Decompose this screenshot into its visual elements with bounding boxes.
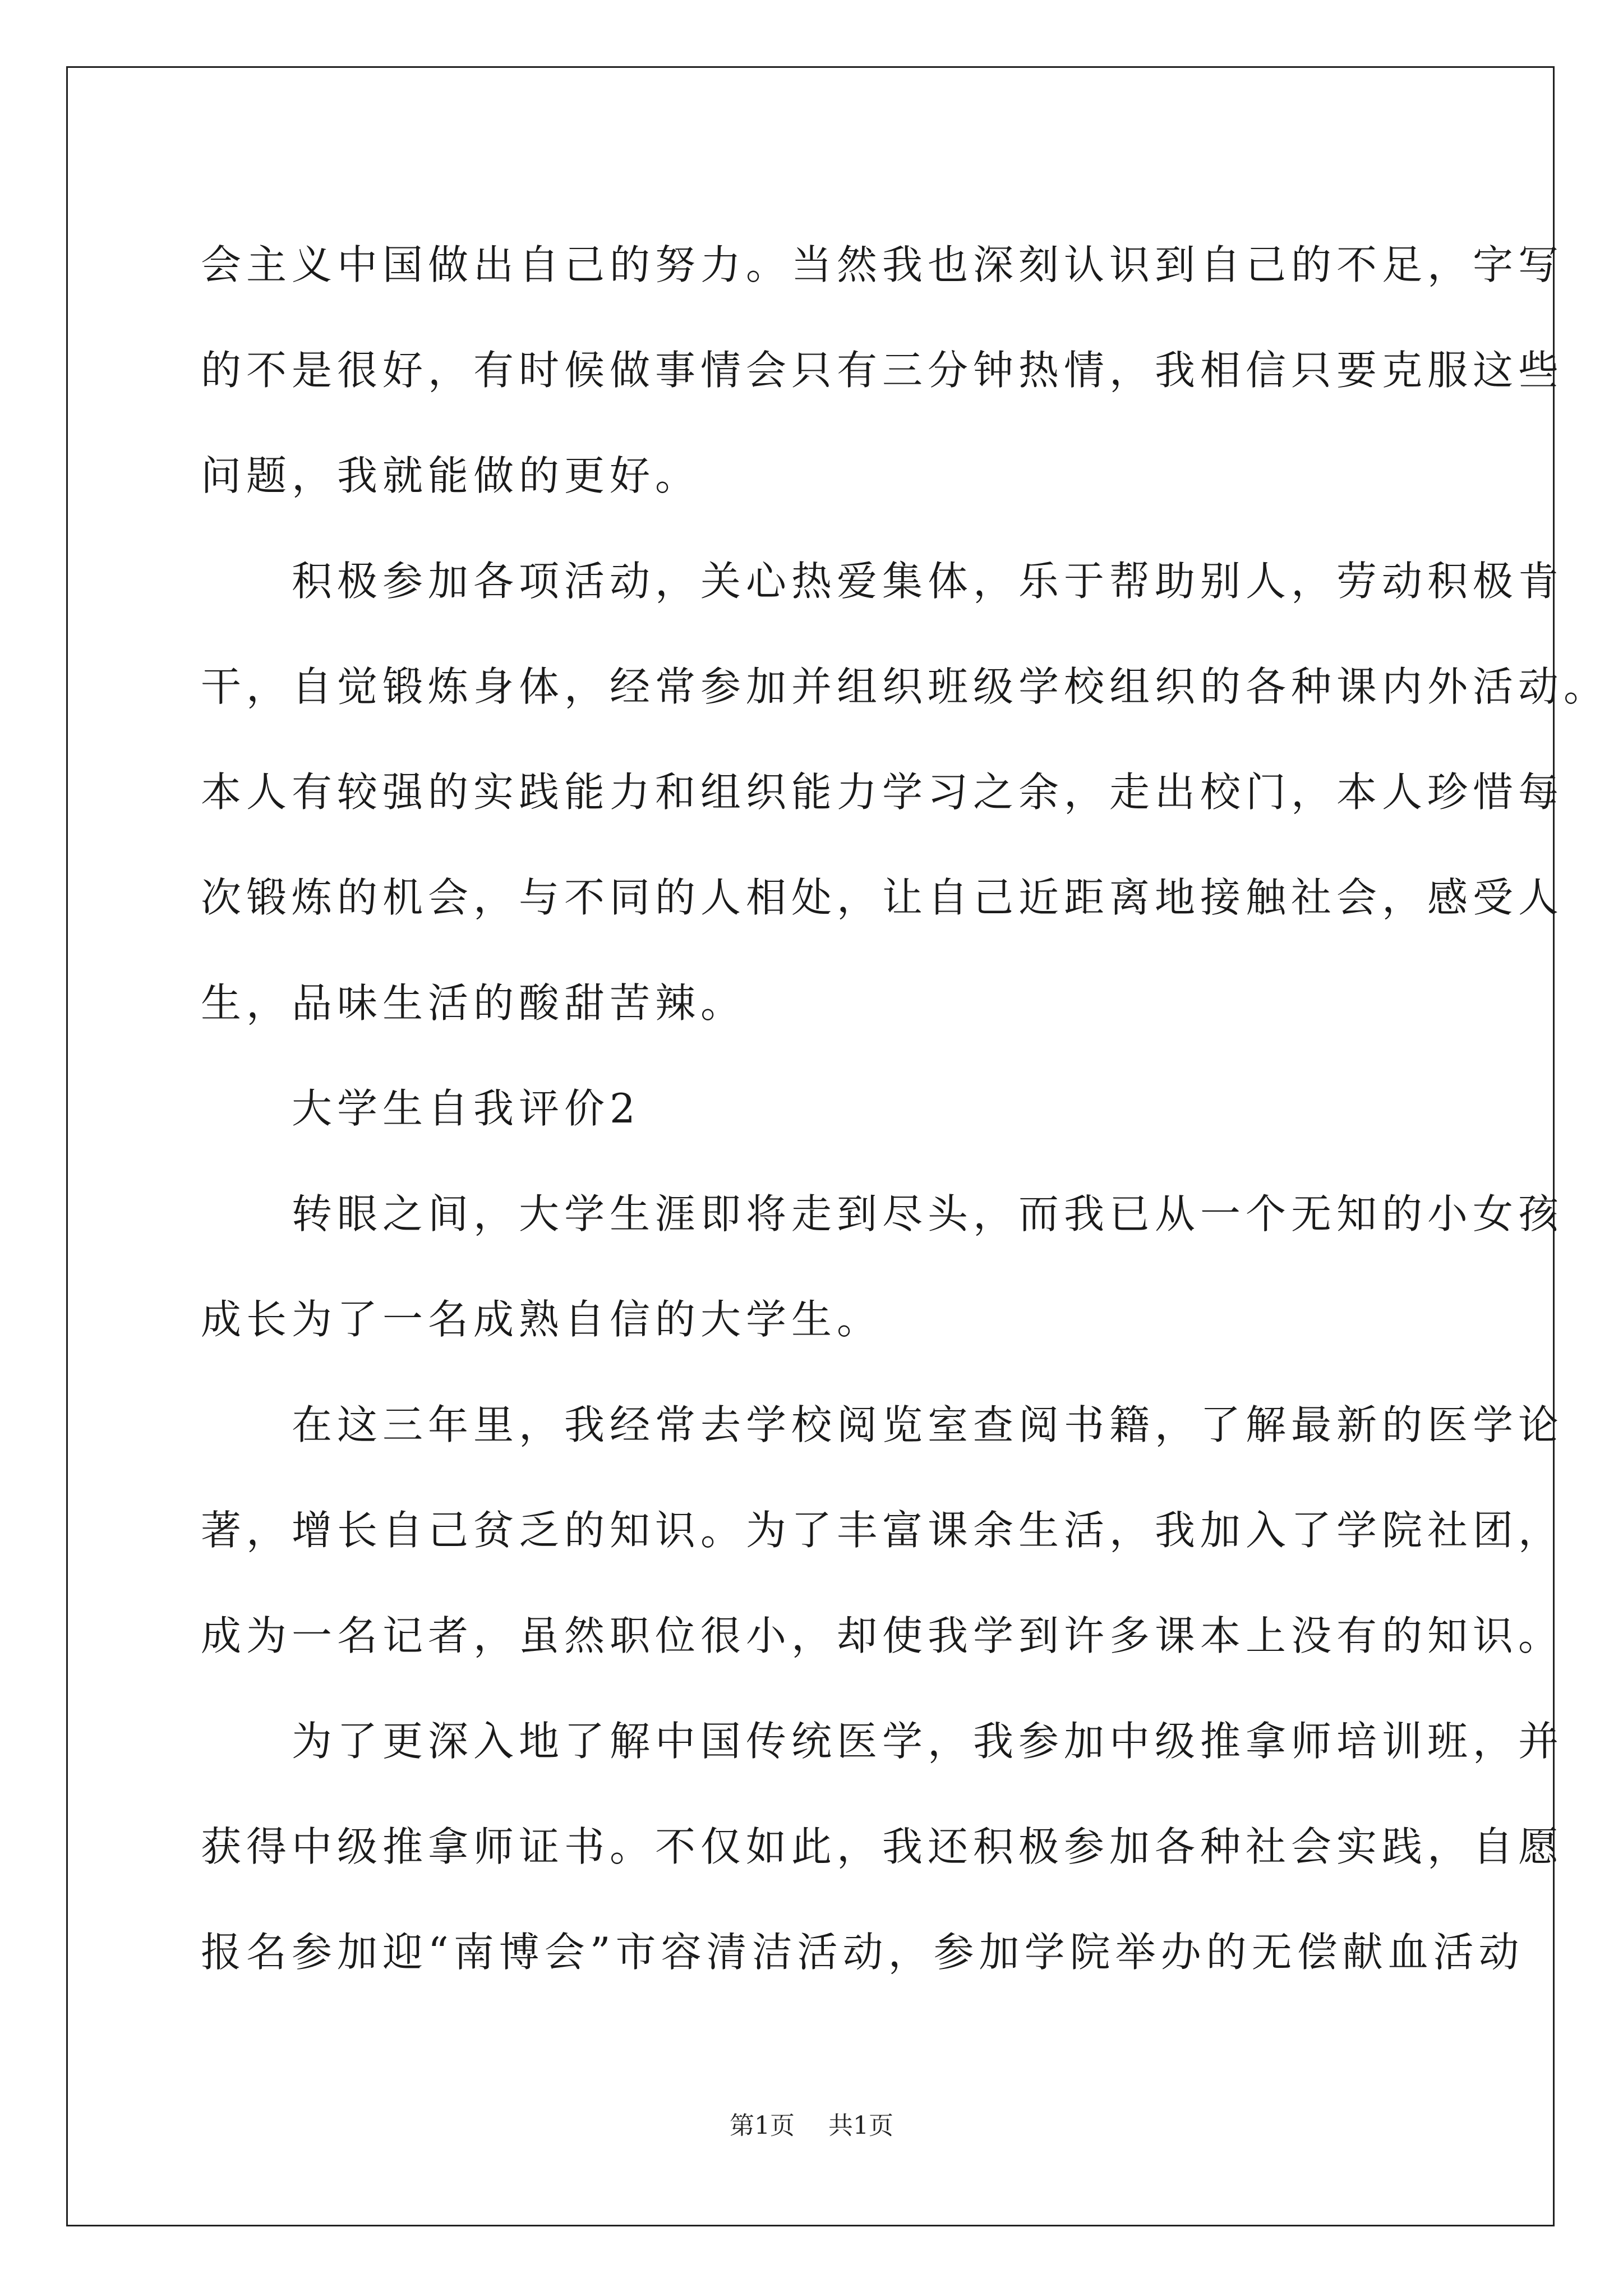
text-line: 在这三年里，我经常去学校阅览室查阅书籍，了解最新的医学论 — [201, 1401, 1564, 1448]
page-number: 第1页 — [730, 2111, 795, 2140]
text-line: 会主义中国做出自己的努力。当然我也深刻认识到自己的不足，字写 — [201, 241, 1564, 288]
page-footer — [0, 2105, 1623, 2141]
text-line: 生，品味生活的酸甜苦辣。 — [201, 979, 746, 1027]
text-line: 积极参加各项活动，关心热爱集体，乐于帮助别人，劳动积极肯 — [201, 558, 1564, 605]
text-line: 次锻炼的机会，与不同的人相处，让自己近距离地接触社会，感受人 — [201, 874, 1564, 921]
document-body — [201, 212, 1610, 2005]
page-total: 共1页 — [828, 2111, 893, 2140]
text-line: 获得中级推拿师证书。不仅如此，我还积极参加各种社会实践，自愿 — [201, 1823, 1564, 1870]
text-line: 问题，我就能做的更好。 — [201, 452, 701, 499]
text-line: 为了更深入地了解中国传统医学，我参加中级推拿师培训班，并 — [201, 1718, 1564, 1765]
text-line: 著，增长自己贫乏的知识。为了丰富课余生活，我加入了学院社团， — [201, 1507, 1564, 1554]
section-heading: 大学生自我评价2 — [201, 1085, 640, 1132]
text-line: 报名参加迎“南博会”市容清洁活动，参加学院举办的无偿献血活动 — [201, 1929, 1524, 1976]
text-line: 转眼之间，大学生涯即将走到尽头，而我已从一个无知的小女孩 — [201, 1190, 1564, 1237]
text-line: 成为一名记者，虽然职位很小，却使我学到许多课本上没有的知识。 — [201, 1612, 1564, 1659]
text-line: 本人有较强的实践能力和组织能力学习之余，走出校门，本人珍惜每 — [201, 769, 1564, 816]
text-line: 的不是很好，有时候做事情会只有三分钟热情，我相信只要克服这些 — [201, 347, 1564, 394]
text-line: 成长为了一名成熟自信的大学生。 — [201, 1296, 883, 1343]
text-line: 干，自觉锻炼身体，经常参加并组织班级学校组织的各种课内外活动。 — [201, 663, 1610, 710]
